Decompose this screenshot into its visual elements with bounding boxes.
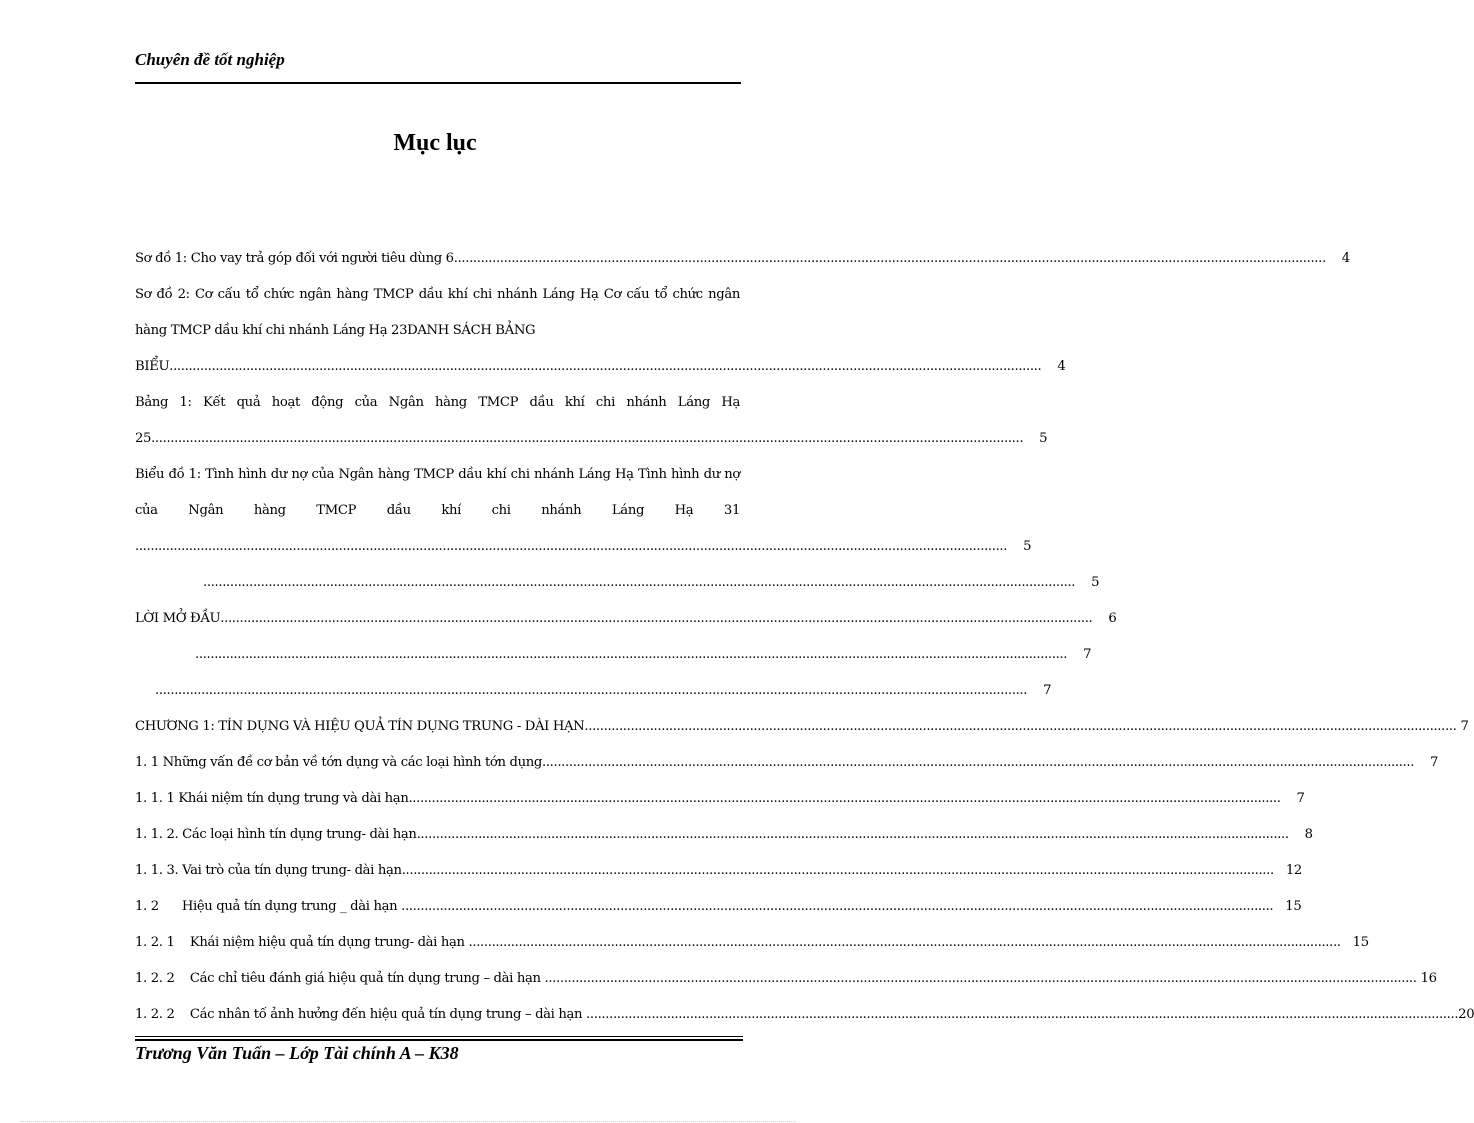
toc-entry-page: 15 xyxy=(1285,899,1302,914)
toc-entry-blank-3[interactable] xyxy=(135,673,1052,709)
toc-entry-page: 5 xyxy=(1023,539,1032,554)
leader-dots xyxy=(195,637,1067,673)
toc-entry-diagram-1[interactable] xyxy=(135,241,1350,277)
toc-entry-text-tail: 25 xyxy=(135,431,152,446)
toc-entry-text-tail: BIỂU xyxy=(135,359,170,374)
toc-title-text: Mục lục xyxy=(393,130,477,156)
toc-entry-page: 7 xyxy=(1460,719,1469,734)
toc-entry-page: 8 xyxy=(1304,827,1313,842)
toc-entry-text: Bảng 1: Kết quả hoạt động của Ngân hàng TMCP dầu khí chi nhánh Láng Hạ xyxy=(135,395,740,410)
toc-entry-text: 1. 2. 2 Các chỉ tiêu đánh giá hiệu quả tín dụng trung – dài hạn xyxy=(135,971,545,986)
toc-entry-text: 1. 2 Hiệu quả tín dụng trung _ dài hạn xyxy=(135,899,402,914)
leader-dots xyxy=(542,745,1414,781)
leader-dots xyxy=(586,997,1458,1033)
table-of-contents xyxy=(135,241,1474,1033)
toc-entry-page: 15 xyxy=(1352,935,1369,950)
toc-entry-page: 4 xyxy=(1341,251,1350,266)
leader-dots xyxy=(408,781,1280,817)
leader-dots xyxy=(220,601,1092,637)
leader-dots xyxy=(135,529,1007,565)
toc-entry-table-1[interactable] xyxy=(135,385,1048,457)
toc-entry-chart-1[interactable] xyxy=(135,457,1032,565)
footer-rule xyxy=(135,1036,743,1037)
toc-entry-page: 7 xyxy=(1083,647,1092,662)
toc-entry-text: 1. 1 Những vấn đề cơ bản về tớn dụng và các loại hình tớn dụng xyxy=(135,755,542,770)
toc-entry-page: 7 xyxy=(1296,791,1305,806)
toc-entry-text: Biểu đồ 1: Tình hình dư nợ của Ngân hàng TMCP dầu khí chi nhánh Láng Hạ Tình hình dư nợ của Ngân hàng TMCP dầu khí chi nhánh Láng Hạ 31 xyxy=(135,467,740,518)
toc-entry-page: 20 xyxy=(1458,1007,1474,1022)
toc-entry-page: 6 xyxy=(1108,611,1117,626)
toc-entry-1-1-1[interactable] xyxy=(135,781,1305,817)
toc-entry-text: 1. 1. 3. Vai trò của tín dụng trung- dài hạn xyxy=(135,863,402,878)
header-rule xyxy=(135,82,741,84)
toc-entry-1-2-1[interactable] xyxy=(135,925,1369,961)
toc-entry-1-1[interactable] xyxy=(135,745,1439,781)
leader-dots xyxy=(469,925,1341,961)
leader-dots xyxy=(203,565,1075,601)
footer-rule-thick xyxy=(135,1039,743,1041)
toc-entry-blank-2[interactable] xyxy=(135,637,1092,673)
leader-dots xyxy=(402,853,1274,889)
toc-entry-page: 16 xyxy=(1420,971,1437,986)
toc-entry-page: 12 xyxy=(1285,863,1302,878)
toc-entry-introduction[interactable] xyxy=(135,601,1117,637)
toc-entry-text: 1. 1. 2. Các loại hình tín dụng trung- dài hạn xyxy=(135,827,417,842)
page-footer: Trương Văn Tuấn – Lớp Tài chính A – K38 xyxy=(135,1043,459,1063)
toc-entry-blank-1[interactable] xyxy=(135,565,1100,601)
toc-entry-page: 4 xyxy=(1057,359,1066,374)
toc-entry-text: Sơ đồ 2: Cơ cấu tổ chức ngân hàng TMCP dầu khí chi nhánh Láng Hạ Cơ cấu tổ chức ngân hàng TMCP dầu khí chi nhánh Láng Hạ 23DANH SÁCH BẢNG xyxy=(135,287,740,338)
toc-entry-text: CHƯƠNG 1: TÍN DỤNG VÀ HIỆU QUẢ TÍN DỤNG TRUNG - DÀI HẠN xyxy=(135,719,585,734)
toc-entry-text: Sơ đồ 1: Cho vay trả góp đối với người tiêu dùng 6 xyxy=(135,251,454,266)
toc-entry-page: 7 xyxy=(1430,755,1439,770)
leader-dots xyxy=(401,889,1273,925)
toc-title xyxy=(0,130,870,157)
leader-dots xyxy=(584,709,1456,745)
toc-entry-1-2-2b[interactable] xyxy=(135,997,1474,1033)
toc-entry-diagram-2[interactable] xyxy=(135,277,1066,385)
leader-dots xyxy=(169,349,1041,385)
toc-entry-1-2[interactable] xyxy=(135,889,1302,925)
leader-dots xyxy=(417,817,1289,853)
toc-entry-chapter-1[interactable] xyxy=(135,709,1469,745)
toc-entry-page: 5 xyxy=(1091,575,1100,590)
toc-entry-1-1-3[interactable] xyxy=(135,853,1302,889)
page-bottom-edge xyxy=(20,1121,796,1122)
leader-dots xyxy=(155,673,1027,709)
toc-entry-page: 7 xyxy=(1043,683,1052,698)
toc-entry-text: LỜI MỞ ĐẦU xyxy=(135,611,221,626)
toc-entry-page: 5 xyxy=(1039,431,1048,446)
toc-entry-1-1-2[interactable] xyxy=(135,817,1313,853)
toc-entry-text: 1. 2. 1 Khái niệm hiệu quả tín dụng trung- dài hạn xyxy=(135,935,469,950)
page-header: Chuyên đề tốt nghiệp xyxy=(135,50,285,69)
leader-dots xyxy=(151,421,1023,457)
leader-dots xyxy=(454,241,1326,277)
toc-entry-1-2-2a[interactable] xyxy=(135,961,1437,997)
toc-entry-text: 1. 2. 2 Các nhân tố ảnh hưởng đến hiệu quả tín dụng trung – dài hạn xyxy=(135,1007,587,1022)
leader-dots xyxy=(545,961,1417,997)
toc-entry-text: 1. 1. 1 Khái niệm tín dụng trung và dài hạn xyxy=(135,791,409,806)
